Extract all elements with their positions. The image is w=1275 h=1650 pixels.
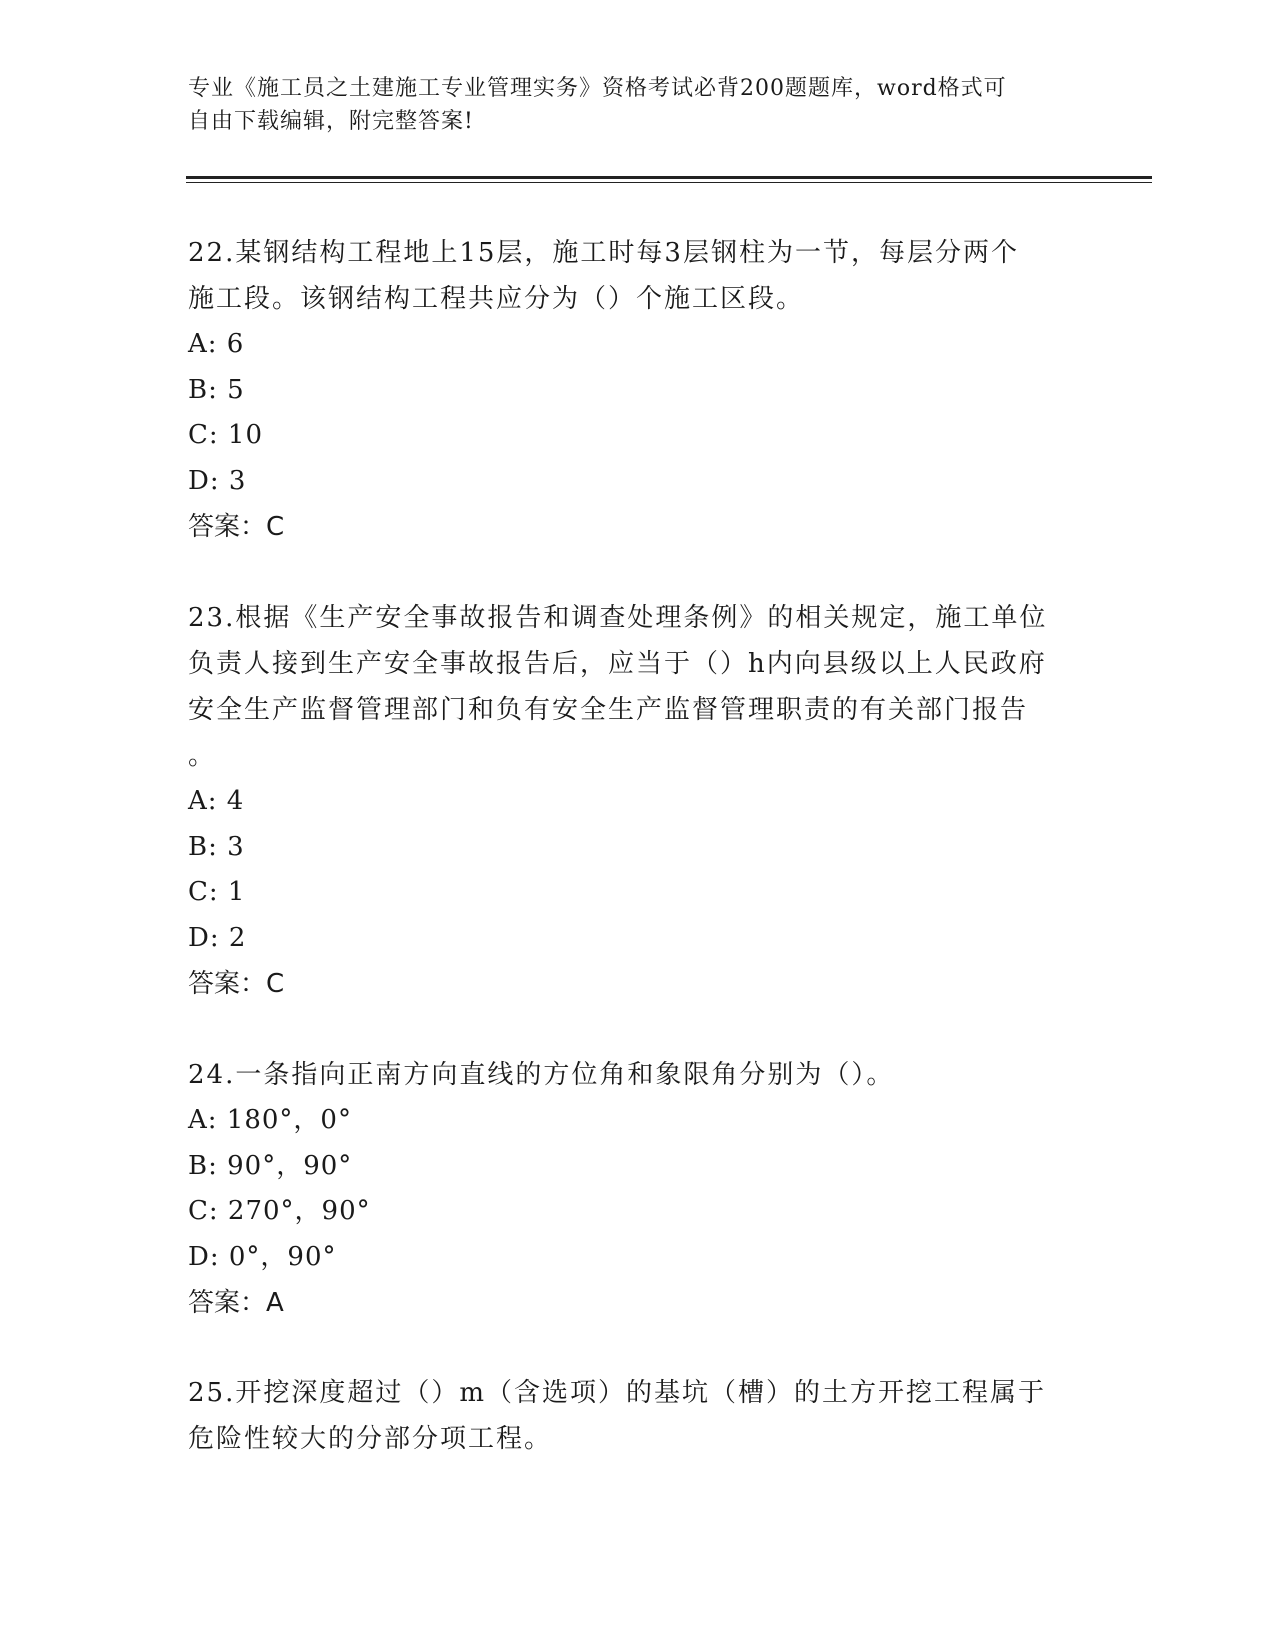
answer-label: 答案：C bbox=[188, 969, 285, 999]
option-a: A: 6 bbox=[188, 329, 245, 359]
option-b: B: 3 bbox=[188, 831, 245, 862]
option-a: A: 4 bbox=[188, 786, 245, 816]
header-line-2: 自由下载编辑，附完整答案! bbox=[188, 109, 474, 134]
stem-line: 24.一条指向正南方向直线的方位角和象限角分别为（）。 bbox=[188, 1060, 895, 1090]
option-c: C: 10 bbox=[188, 420, 264, 450]
option-d: D: 2 bbox=[188, 922, 247, 953]
header-divider-thin bbox=[186, 182, 1152, 183]
question-25 bbox=[188, 1370, 1088, 1462]
question-stem bbox=[188, 1052, 1088, 1098]
stem-line: 22.某钢结构工程地上15层，施工时每3层钢柱为一节，每层分两个 bbox=[188, 238, 1019, 268]
stem-line: 23.根据《生产安全事故报告和调查处理条例》的相关规定，施工单位 bbox=[188, 603, 1048, 633]
option-c: C: 270°，90° bbox=[188, 1196, 371, 1226]
stem-line: 。 bbox=[188, 741, 217, 771]
question-24 bbox=[188, 1052, 1088, 1326]
question-stem bbox=[188, 230, 1088, 322]
option-d: D: 3 bbox=[188, 465, 247, 496]
option-b: B: 5 bbox=[188, 374, 245, 405]
header-line-1: 专业《施工员之土建施工专业管理实务》资格考试必背200题题库，word格式可 bbox=[188, 76, 1007, 101]
option-a: A: 180°，0° bbox=[188, 1105, 352, 1135]
stem-line: 负责人接到生产安全事故报告后，应当于（）h内向县级以上人民政府 bbox=[188, 649, 1047, 679]
answer-label: 答案：A bbox=[188, 1288, 284, 1318]
question-22 bbox=[188, 230, 1088, 550]
option-c: C: 1 bbox=[188, 877, 246, 907]
option-b: B: 90°，90° bbox=[188, 1150, 353, 1181]
document-header bbox=[188, 72, 1068, 138]
question-stem bbox=[188, 1370, 1088, 1462]
question-23 bbox=[188, 595, 1088, 1007]
stem-line: 危险性较大的分部分项工程。 bbox=[188, 1424, 553, 1454]
stem-line: 25.开挖深度超过（）m（含选项）的基坑（槽）的土方开挖工程属于 bbox=[188, 1378, 1047, 1408]
question-stem bbox=[188, 595, 1088, 779]
answer-label: 答案：C bbox=[188, 512, 285, 542]
option-d: D: 0°，90° bbox=[188, 1241, 337, 1272]
stem-line: 施工段。该钢结构工程共应分为（）个施工区段。 bbox=[188, 284, 805, 314]
stem-line: 安全生产监督管理部门和负有安全生产监督管理职责的有关部门报告 bbox=[188, 695, 1029, 725]
header-divider-thick bbox=[186, 176, 1152, 179]
